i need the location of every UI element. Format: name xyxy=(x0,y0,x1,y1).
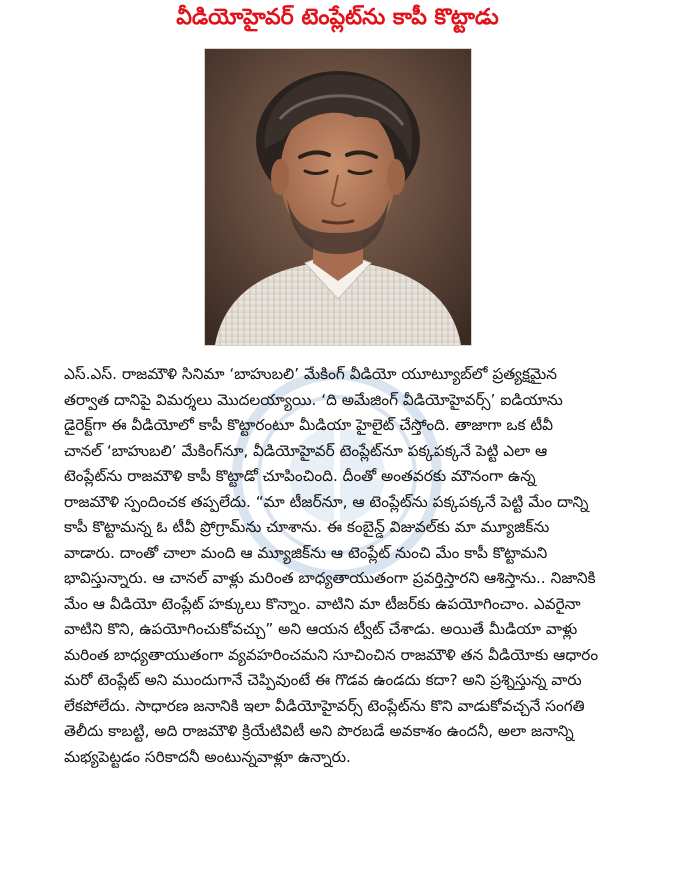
article-line: మేం ఆ వీడియో టెంప్లేట్ హక్కులు కొన్నాం. వాటిని మా టీజర్‌కు ఉపయోగించాం. ఎవరైనా xyxy=(64,594,581,613)
article-line: డైరెక్ట్‌గా ఈ వీడియోలో కాపీ కొట్టారంటూ మీడియా హైలైట్ చేస్తోంది. తాజాగా ఒక టీవీ xyxy=(64,416,554,434)
article-line: వాటిని కొని, ఉపయోగించుకోవచ్చు” అని ఆయన ట్వీట్ చేశాడు. అయితే మీడియా వాళ్లు xyxy=(64,620,578,638)
article-line: రాజమౌళి స్పందించక తప్పలేదు. “మా టీజర్‌నూ, ఆ టెంప్లేట్‌ను పక్కపక్కనే పెట్టి మేం దాన్ని xyxy=(64,492,589,511)
portrait-photo-icon xyxy=(205,49,471,345)
article-line: ఎస్.ఎస్. రాజమౌళి సినిమా ‘బాహుబలి’ మేకింగ్ వీడియో యూట్యూబ్‌లో ప్రత్యక్షమైన xyxy=(64,365,557,383)
page-title: వీడియోహైవర్ టెంప్లేట్‌ను కాపీ కొట్టాడు xyxy=(176,5,499,30)
article-body xyxy=(64,362,644,770)
article-line: టెంప్లేట్‌ను రాజమౌళి కాపీ కొట్టాడో చూపించింది. దీంతో అంతవరకు మౌనంగా ఉన్న xyxy=(64,467,536,485)
article-line: మభ్యపెట్టడం సరికాదనీ అంటున్నవాళ్లూ ఉన్నారు. xyxy=(64,747,351,766)
article-line: మరింత బాధ్యతాయుతంగా వ్యవహరించమని సూచించిన రాజమౌళి తన వీడియోకు ఆధారం xyxy=(64,645,599,664)
article-line: చానల్ ‘బాహుబలి’ మేకింగ్‌నూ, వీడియోహైవర్ టెంప్లేట్‌నూ పక్కపక్కనే పెట్టి ఎలా ఆ xyxy=(64,441,548,460)
article-line: లేకపోలేదు. సాధారణ జనానికి ఇలా వీడియోహైవర్స్ టెంప్లేట్‌ను కొని వాడుకోవచ్చనే సంగతి xyxy=(64,696,585,715)
portrait-photo xyxy=(204,48,472,346)
article-line: వాడారు. దాంతో చాలా మంది ఆ మ్యూజిక్‌ను ఆ టెంప్లేట్ నుంచి మేం కాపీ కొట్టామని xyxy=(64,543,548,562)
article-line: తెలీదు కాబట్టి, అది రాజమౌళి క్రియేటివిటీ అని పొరబడే అవకాశం ఉందనీ, అలా జనాన్ని xyxy=(64,722,574,740)
article-line: తర్వాత దానిపై విమర్శలు మొదలయ్యాయి. ‘ది అమేజింగ్ వీడియోహైవర్స్’ ఐడియాను xyxy=(64,390,563,409)
article-line: మరో టెంప్లేట్ అని ముందుగానే చెప్పివుంటే ఈ గొడవ ఉండదు కదా? అని ప్రశ్నిస్తున్న వారు xyxy=(64,671,582,689)
article-line: కాపీ కొట్టామన్న ఓ టీవీ ప్రోగ్రామ్‌ను చూశాను. ఈ కంబైన్డ్ విజువల్‌కు మా మ్యూజిక్‌ను xyxy=(64,518,550,536)
article-line: భావిస్తున్నారు. ఆ చానల్ వాళ్లు మరింత బాధ్యతాయుతంగా ప్రవర్తిస్తారని ఆశిస్తాను.. నిజానికి xyxy=(64,569,596,587)
